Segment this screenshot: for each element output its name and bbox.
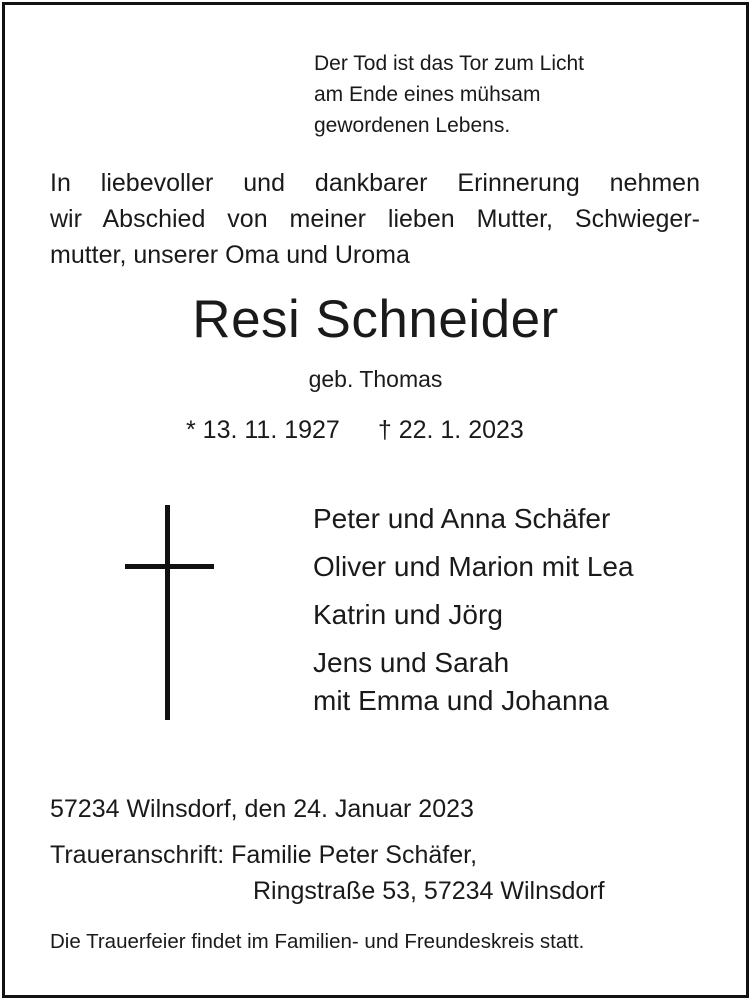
- maiden-name: geb. Thomas: [308, 366, 443, 392]
- mourner-entry: Katrin und Jörg: [313, 599, 503, 630]
- mourning-address-street: Ringstraße 53, 57234 Wilnsdorf: [253, 877, 605, 905]
- motto-quote: [314, 48, 584, 141]
- life-dates: [186, 414, 524, 446]
- birth-date: * 13. 11. 1927: [186, 416, 340, 444]
- motto-line: gewordenen Lebens.: [314, 114, 511, 137]
- death-date: † 22. 1. 2023: [377, 416, 524, 444]
- mourners-list: [313, 500, 634, 720]
- intro-line: wir Abschied von meiner lieben Mutter, Schwieger-: [50, 205, 700, 233]
- cross-icon: [165, 505, 170, 720]
- motto-line: am Ende eines mühsam: [314, 83, 541, 106]
- intro-line: mutter, unserer Oma und Uroma: [50, 241, 410, 269]
- intro-text: [50, 165, 700, 273]
- mourner-entry: Oliver und Marion mit Lea: [313, 551, 634, 582]
- deceased-name: Resi Schneider: [192, 290, 559, 349]
- mourner-entry: mit Emma und Johanna: [313, 685, 609, 716]
- intro-line: In liebevoller und dankbarer Erinnerung nehmen: [50, 169, 700, 197]
- place-date: 57234 Wilnsdorf, den 24. Januar 2023: [50, 795, 474, 823]
- funeral-note: Die Trauerfeier findet im Familien- und Freundeskreis statt.: [50, 930, 585, 953]
- motto-line: Der Tod ist das Tor zum Licht: [314, 52, 585, 75]
- mourner-entry: Jens und Sarah: [313, 647, 510, 678]
- cross-icon-bar: [125, 564, 214, 569]
- mourning-address: Traueranschrift: Familie Peter Schäfer,: [50, 841, 478, 869]
- mourner-entry: Peter und Anna Schäfer: [313, 503, 611, 534]
